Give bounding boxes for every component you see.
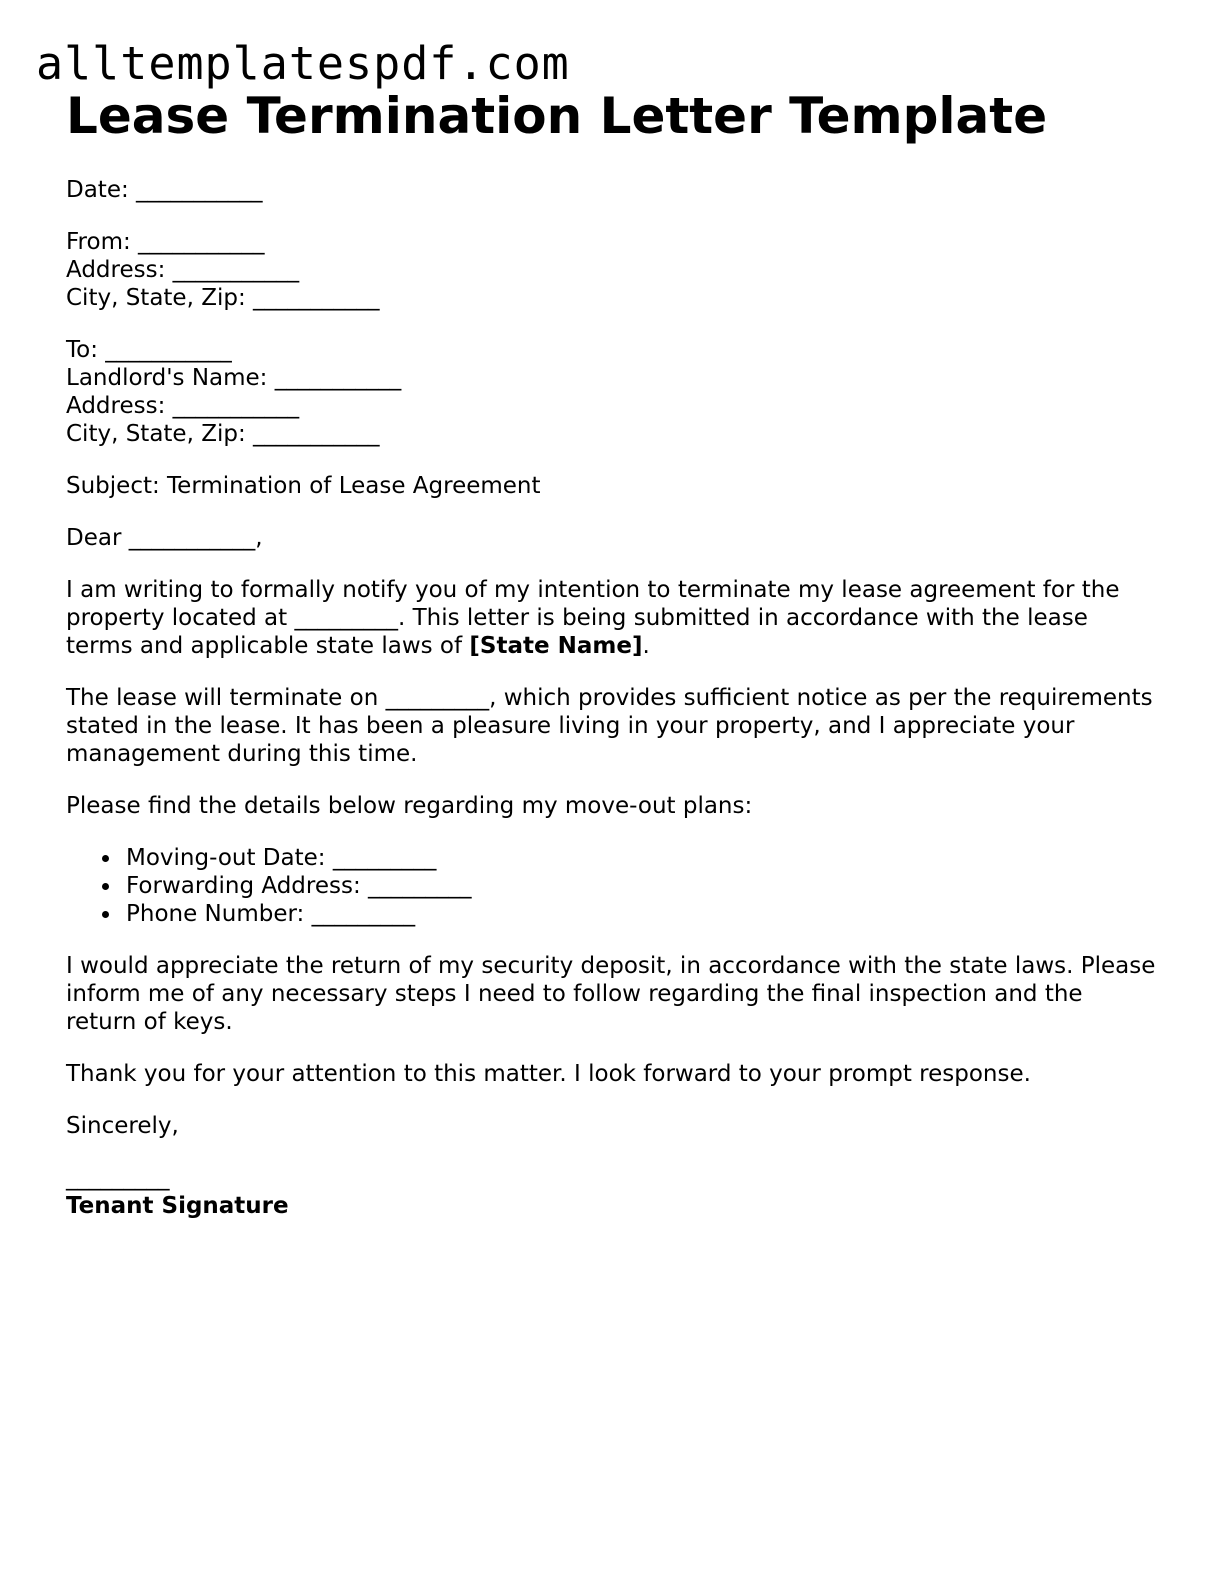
move-out-details-list <box>66 844 1156 928</box>
paragraph-thanks: Thank you for your attention to this matter. I look forward to your prompt response. <box>66 1061 1031 1087</box>
recipient-block <box>66 336 1156 448</box>
paragraph-deposit: I would appreciate the return of my security deposit, in accordance with the state laws. Please inform me of any necessary steps I need to follow regarding the final inspection and the return of keys. <box>66 953 1156 1035</box>
recipient-address: Address: ___________ <box>66 393 300 419</box>
closing: Sincerely, <box>66 1113 179 1139</box>
paragraph-notice-end: . <box>642 633 650 659</box>
sender-from: From: ___________ <box>66 229 265 255</box>
list-item: Moving-out Date: _________ <box>126 844 1156 872</box>
letter-document <box>66 86 1156 1220</box>
details-intro: Please find the details below regarding my move-out plans: <box>66 793 753 819</box>
page-title: Lease Termination Letter Template <box>66 87 1048 145</box>
sender-address: Address: ___________ <box>66 257 300 283</box>
recipient-to: To: ___________ <box>66 337 232 363</box>
signature-label: Tenant Signature <box>66 1193 289 1219</box>
date-line: Date: ___________ <box>66 177 263 203</box>
recipient-city-state-zip: City, State, Zip: ___________ <box>66 421 380 447</box>
state-name-placeholder: [State Name] <box>469 633 643 659</box>
sender-city-state-zip: City, State, Zip: ___________ <box>66 285 380 311</box>
signature-line: _________ <box>66 1165 170 1191</box>
date-block <box>66 176 1156 204</box>
sender-block <box>66 228 1156 312</box>
recipient-landlord-name: Landlord's Name: ___________ <box>66 365 402 391</box>
list-item: Phone Number: _________ <box>126 900 1156 928</box>
paragraph-notice <box>66 576 1156 660</box>
salutation: Dear ___________, <box>66 525 263 551</box>
signature-block <box>66 1164 1156 1220</box>
paragraph-termination-date: The lease will terminate on _________, which provides sufficient notice as per the requirements stated in the lease. It has been a pleasure living in your property, and I appreciate your management during this time. <box>66 685 1153 767</box>
subject-line: Subject: Termination of Lease Agreement <box>66 473 541 499</box>
site-watermark: alltemplatespdf.com <box>36 37 570 90</box>
list-item: Forwarding Address: _________ <box>126 872 1156 900</box>
paragraph-notice-text: I am writing to formally notify you of my intention to terminate my lease agreement for the property located at _________. This letter is being submitted in accordance with the lease terms and applicable state laws of <box>66 577 1120 659</box>
